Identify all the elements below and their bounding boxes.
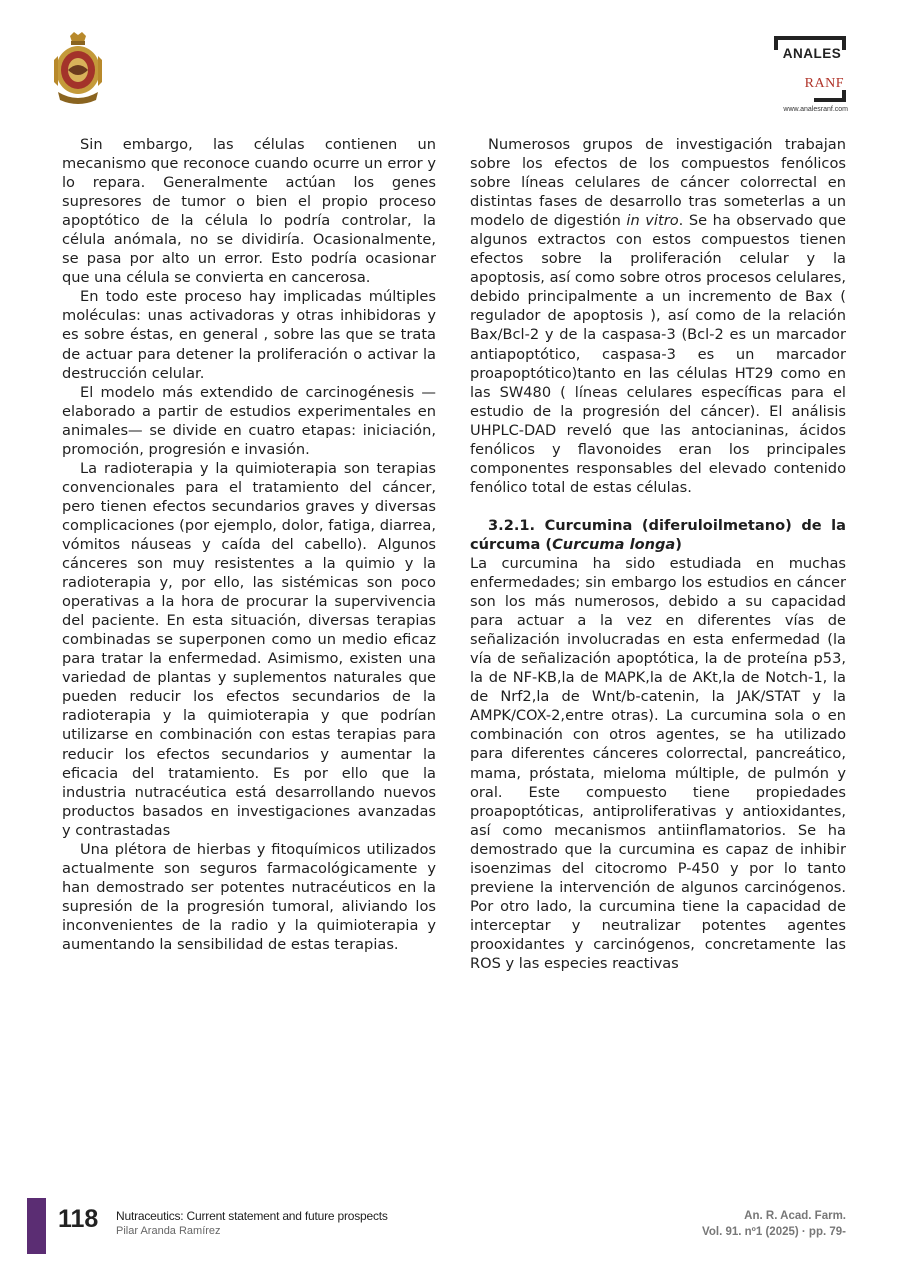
- journal-volume: Vol. 91. nº1 (2025) · pp. 79-: [702, 1226, 846, 1238]
- page-number: 118: [58, 1205, 99, 1233]
- paragraph: Una plétora de hierbas y fitoquímicos utilizados actualmente son seguros farmacológicamente y han demostrado ser potentes nutracéuticos en la supresión de la progresión tumoral, aliviando los inconvenientes de la radio y la quimioterapia y aumentando la sensibilidad de estas terapias.: [62, 840, 436, 953]
- journal-name: An. R. Acad. Farm.: [744, 1210, 846, 1222]
- right-column: [470, 135, 846, 973]
- paragraph: La radioterapia y la quimioterapia son terapias convencionales para el tratamiento del cáncer, pero tienen efectos secundarios graves y diversas complicaciones (por ejemplo, dolor, fatiga, diarrea, vómitos náuseas y caída del cabello). Algunos cánceres son muy resistentes a la quimio y la radioterapia y, por ello, las sistémicas son poco operativas a la hora de procurar la supervivencia del paciente. En esta situación, diversas terapias combinadas se superponen como un medio eficaz para tratar la enfermedad. Asimismo, existen una variedad de plantas y suplementos naturales que pueden reducir los efectos secundarios de la radioterapia y la quimioterapia y que podrían utilizarse en combinación con estas terapias para reducir los efectos secundarios y aumentar la eficacia del tratamiento. Es por ello que la industria nutracéutica está desarrollando nuevos productos basados en investigaciones avanzadas y contrastadas: [62, 459, 436, 839]
- anales-ranf-logo: [736, 36, 852, 118]
- paragraph: Sin embargo, las células contienen un mecanismo que reconoce cuando ocurre un error y lo repara. Generalmente actúan los genes supresores de tumor o bien el propio proceso apoptótico de la célula lo podría controlar, la célula anómala, no se dividiría. Ocasionalmente, se pasa por alto un error. Esto podría ocasionar que una célula se convierta en cancerosa.: [62, 136, 436, 287]
- paragraph: La curcumina ha sido estudiada en muchas enfermedades; sin embargo los estudios en cáncer son los más numerosos, debido a su capacidad para actuar a la vez en diferentes vías de señalización involucradas en esta enfermedad (la vía de señalización apoptótica, la de proteína p53, la de NF-KB,la de MAPK,la de AKt,la de Notch-1, la de Nrf2,la de Wnt/b-catenin, la JAK/STAT y la AMPK/COX-2,entre otras). La curcumina sola o en combinación con otros agentes, se ha utilizado para diferentes cánceres colorrectal, pancreático, mama, próstata, mieloma múltiple, de pulmón y oral. Este compuesto tiene propiedades proapoptóticas, antiproliferativas y antioxidantes, así como mecanismos antiinflamatorios. Se ha demostrado que la curcumina es capaz de inhibir isoenzimas del citocromo P-450 y por lo tanto previene la intervención de algunos carcinógenos. Por otro lado, la curcumina tiene la capacidad de interceptar y neutralizar potentes agentes prooxidantes y carcinógenos, concretamente las ROS y las especies reactivas: [470, 554, 846, 972]
- paragraph: El modelo más extendido de carcinogénesis —elaborado a partir de estudios experimentales en animales— se divide en cuatro etapas: iniciación, promoción, progresión e invasión.: [62, 383, 436, 458]
- footer-accent-bar: [27, 1198, 46, 1254]
- logo-anales-text: ANALES: [782, 46, 842, 61]
- left-column: [62, 135, 436, 954]
- heading-text: ): [675, 535, 682, 553]
- logo-ranf-text: RANF: [804, 76, 844, 91]
- logo-url: www.analesranf.com: [783, 106, 848, 113]
- section-heading: [470, 516, 846, 554]
- heading-text: 3.2.1. Curcumina (diferuloilmetano) de la cúrcuma (: [470, 516, 846, 553]
- heading-species: Curcuma longa: [552, 535, 676, 553]
- academy-crest-icon: [50, 30, 106, 108]
- logo-frame-bottom: [814, 90, 846, 102]
- paragraph: En todo este proceso hay implicadas múltiples moléculas: unas activadoras y otras inhibidoras y es sobre éstas, en general , sobre las que se trata de actuar para detener la proliferación o activar la destrucción celular.: [62, 288, 436, 382]
- paragraph-text: Numerosos grupos de investigación trabajan sobre los efectos de los compuestos fenólicos sobre líneas celulares de cáncer colorrectal en distintas fases de desarrollo tras someterlas a un modelo de digestión: [470, 136, 846, 230]
- spacer: [470, 497, 846, 516]
- paragraph-text: . Se ha observado que algunos extractos con estos compuestos tienen efectos sobre la proliferación celular y la apoptosis, así como sobre otros procesos celulares, debido principalmente a un incremento de Bax ( regulador de apoptosis ), así como de la relación Bax/Bcl-2 y de la caspasa-3 (Bcl-2 es un marcador antiapoptótico, caspasa-3 es un marcador proapoptótico)tanto en las células HT29 como en las SW480 ( líneas celulares específicas para el estudio de la progresión del cáncer). El análisis UHPLC-DAD reveló que las antocianinas, ácidos fenólicos y flavonoides eran los principales componentes responsables del elevado contenido fenólico total de estas células.: [470, 212, 847, 496]
- paragraph: [470, 135, 846, 497]
- running-author: Pilar Aranda Ramírez: [116, 1225, 221, 1237]
- running-title: Nutraceutics: Current statement and future prospects: [116, 1209, 388, 1223]
- italic-term: in vitro: [626, 212, 679, 230]
